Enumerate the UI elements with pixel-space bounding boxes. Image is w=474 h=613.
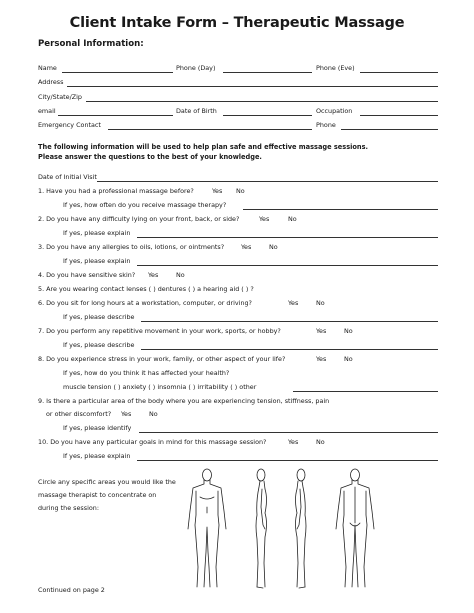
body-figure-back[interactable] bbox=[336, 469, 374, 587]
question-2-followup: If yes, please explain bbox=[63, 229, 131, 237]
q1-no-option[interactable]: No bbox=[236, 187, 245, 195]
address-field[interactable] bbox=[67, 86, 438, 87]
q8-no-option[interactable]: No bbox=[344, 355, 353, 363]
question-1-followup: If yes, how often do you receive massage therapy? bbox=[63, 201, 227, 209]
question-6-followup: If yes, please describe bbox=[63, 313, 135, 321]
q8-yes-option[interactable]: Yes bbox=[316, 355, 327, 363]
question-8-followup: If yes, how do you think it has affected your health? bbox=[63, 369, 230, 377]
city-state-zip-label: City/State/Zip bbox=[38, 93, 82, 101]
q6-no-option[interactable]: No bbox=[316, 299, 325, 307]
body-figure-front[interactable] bbox=[188, 469, 226, 587]
question-4: 4. Do you have sensitive skin? bbox=[38, 271, 136, 279]
emergency-contact-field[interactable] bbox=[108, 129, 312, 130]
notice-line-1: The following information will be used to help plan safe and effective massage sessions. bbox=[38, 143, 369, 151]
personal-information-heading: Personal Information: bbox=[38, 39, 144, 49]
question-8-options: muscle tension ( ) anxiety ( ) insomnia ( ) irritability ( ) other bbox=[63, 383, 257, 391]
q10-no-option[interactable]: No bbox=[316, 438, 325, 446]
q9-followup-field[interactable] bbox=[139, 432, 438, 433]
question-3-followup: If yes, please explain bbox=[63, 257, 131, 265]
q9-yes-option[interactable]: Yes bbox=[121, 410, 132, 418]
question-1: 1. Have you had a professional massage before? bbox=[38, 187, 194, 195]
date-of-birth-label: Date of Birth bbox=[176, 107, 217, 115]
circle-instructions-line-1: Circle any specific areas you would like the bbox=[38, 478, 176, 486]
emergency-phone-label: Phone bbox=[316, 121, 336, 129]
address-label: Address bbox=[38, 78, 64, 86]
q7-followup-field[interactable] bbox=[141, 349, 438, 350]
q2-no-option[interactable]: No bbox=[288, 215, 297, 223]
q6-yes-option[interactable]: Yes bbox=[288, 299, 299, 307]
email-label: email bbox=[38, 107, 56, 115]
q10-yes-option[interactable]: Yes bbox=[288, 438, 299, 446]
body-diagram[interactable] bbox=[185, 467, 385, 594]
phone-day-field[interactable] bbox=[223, 72, 312, 73]
q2-followup-field[interactable] bbox=[137, 237, 438, 238]
body-figure-side-left[interactable] bbox=[296, 469, 307, 588]
q4-no-option[interactable]: No bbox=[176, 271, 185, 279]
phone-eve-field[interactable] bbox=[360, 72, 438, 73]
circle-instructions-line-3: during the session: bbox=[38, 504, 99, 512]
occupation-label: Occupation bbox=[316, 107, 353, 115]
question-9-followup: If yes, please identify bbox=[63, 424, 132, 432]
question-8: 8. Do you experience stress in your work, family, or other aspect of your life? bbox=[38, 355, 286, 363]
date-initial-visit-field[interactable] bbox=[97, 181, 438, 182]
q8-other-field[interactable] bbox=[293, 391, 438, 392]
circle-instructions-line-2: massage therapist to concentrate on bbox=[38, 491, 157, 499]
question-9-line-2: or other discomfort? bbox=[46, 410, 112, 418]
name-field[interactable] bbox=[62, 72, 173, 73]
question-2: 2. Do you have any difficulty lying on your front, back, or side? bbox=[38, 215, 240, 223]
name-label: Name bbox=[38, 64, 57, 72]
question-10-followup: If yes, please explain bbox=[63, 452, 131, 460]
q1-followup-field[interactable] bbox=[243, 209, 438, 210]
phone-day-label: Phone (Day) bbox=[176, 64, 216, 72]
emergency-phone-field[interactable] bbox=[341, 129, 438, 130]
city-state-zip-field[interactable] bbox=[86, 101, 438, 102]
question-3: 3. Do you have any allergies to oils, lotions, or ointments? bbox=[38, 243, 225, 251]
question-9-line-1: 9. Is there a particular area of the body where you are experiencing tension, stiffness, pain bbox=[38, 397, 330, 405]
q3-followup-field[interactable] bbox=[137, 265, 438, 266]
q9-no-option[interactable]: No bbox=[149, 410, 158, 418]
date-initial-visit-label: Date of Initial Visit bbox=[38, 173, 97, 181]
emergency-contact-label: Emergency Contact bbox=[38, 121, 101, 129]
notice-line-2: Please answer the questions to the best of your knowledge. bbox=[38, 153, 262, 161]
question-5: 5. Are you wearing contact lenses ( ) dentures ( ) a hearing aid ( ) ? bbox=[38, 285, 254, 293]
form-title: Client Intake Form – Therapeutic Massage bbox=[69, 15, 405, 31]
continued-footer: Continued on page 2 bbox=[38, 586, 105, 594]
q4-yes-option[interactable]: Yes bbox=[148, 271, 159, 279]
q7-no-option[interactable]: No bbox=[344, 327, 353, 335]
body-figure-side-right[interactable] bbox=[256, 469, 267, 588]
question-7: 7. Do you perform any repetitive movement in your work, sports, or hobby? bbox=[38, 327, 281, 335]
q2-yes-option[interactable]: Yes bbox=[259, 215, 270, 223]
email-field[interactable] bbox=[58, 115, 173, 116]
occupation-field[interactable] bbox=[360, 115, 438, 116]
question-7-followup: If yes, please describe bbox=[63, 341, 135, 349]
q1-yes-option[interactable]: Yes bbox=[212, 187, 223, 195]
q10-followup-field[interactable] bbox=[137, 460, 438, 461]
q3-no-option[interactable]: No bbox=[269, 243, 278, 251]
q6-followup-field[interactable] bbox=[141, 321, 438, 322]
date-of-birth-field[interactable] bbox=[223, 115, 312, 116]
question-10: 10. Do you have any particular goals in mind for this massage session? bbox=[38, 438, 267, 446]
q7-yes-option[interactable]: Yes bbox=[316, 327, 327, 335]
phone-eve-label: Phone (Eve) bbox=[316, 64, 355, 72]
question-6: 6. Do you sit for long hours at a workstation, computer, or driving? bbox=[38, 299, 252, 307]
q3-yes-option[interactable]: Yes bbox=[241, 243, 252, 251]
